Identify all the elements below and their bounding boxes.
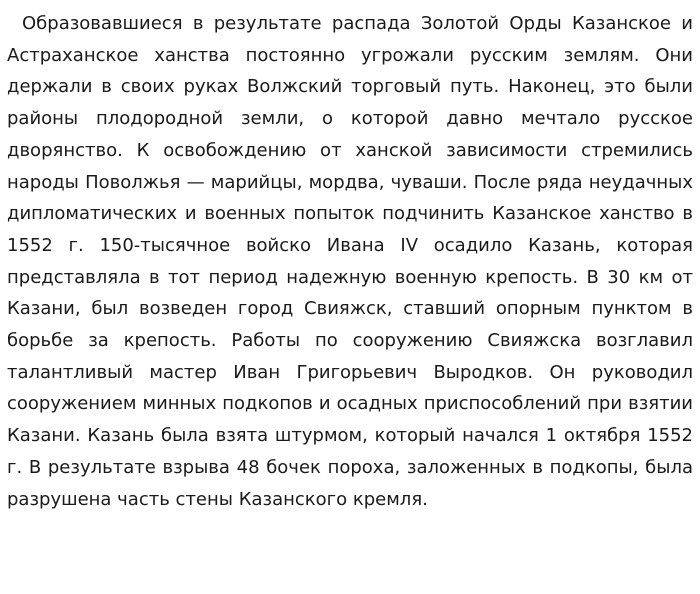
history-paragraph: Образовавшиеся в результате распада Золотой Орды Казанское и Астраханское ханства постоянно угрожали русским землям. Они держали в своих руках Волжский торговый путь. Наконец, это были районы плодородной земли, о которой давно мечтало русское дворянство. К освобождению от ханской зависимости стремились народы Поволжья — марийцы, мордва, чуваши. После ряда неудачных дипломатических и военных попыток подчинить Казанское ханство в 1552 г. 150-тысячное войско Ивана IV осадило Казань, которая представляла в тот период надежную военную крепость. В 30 км от Казани, был возведен город Свияжск, ставший опорным пунктом в борьбе за крепость. Работы по сооружению Свияжска возглавил талантливый мастер Иван Григорьевич Выродков. Он руководил сооружением минных подкопов и осадных приспособлений при взятии Казани. Казань была взята штурмом, который начался 1 октября 1552 г. В результате взрыва 48 бочек пороха, заложенных в подкопы, была разрушена часть стены Казанского кремля. [7, 13, 693, 510]
document-body [7, 8, 693, 515]
